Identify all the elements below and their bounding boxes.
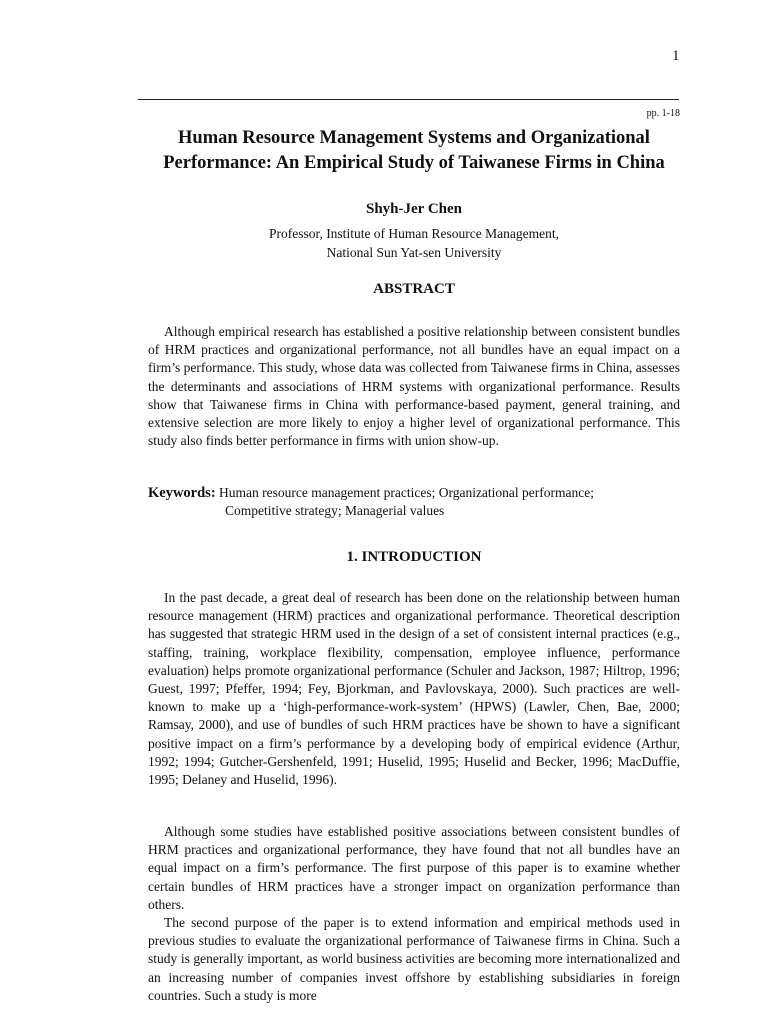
keywords-line-1: Human resource management practices; Organizational performance; [219, 485, 595, 500]
page-number: 1 [672, 48, 680, 64]
abstract-text: Although empirical research has established a positive relationship between consistent bundles of HRM practices and organizational performance, not all bundles have an equal impact on a firm’s performance. This study, whose data was collected from Taiwanese firms in China, assesses the determinants and associations of HRM systems with organizational performance. Results show that Taiwanese firms in China with performance-based payment, general training, and extensive selection are more likely to enjoy a higher level of organizational performance. This study also finds better performance in firms with union show-up. [148, 324, 680, 449]
author-name: Shyh-Jer Chen [366, 201, 462, 217]
affiliation-line-2: National Sun Yat-sen University [326, 245, 502, 260]
keywords [148, 484, 680, 520]
affiliation-line-1: Professor, Institute of Human Resource Management, [268, 226, 559, 241]
keywords-label: Keywords: [148, 485, 216, 501]
introduction-paragraph-3: The second purpose of the paper is to extend information and empirical methods used in previous studies to evaluate the organizational performance of Taiwanese firms in China. Such a study is generally important, as world business activities are becoming more internationalized and an increasing number of companies invest offshore by establishing subsidiaries in foreign countries. Such a study is more [148, 915, 680, 1003]
abstract-heading: ABSTRACT [373, 281, 455, 297]
keywords-line-2: Competitive strategy; Managerial values [225, 503, 445, 519]
paper-title-line-2: Performance: An Empirical Study of Taiwanese Firms in China [163, 153, 665, 173]
header-rule [138, 99, 679, 100]
introduction-paragraph-2: Although some studies have established positive associations between consistent bundles of HRM practices and organizational performance, they have found that not all bundles have an equal impact on a firm’s performance. The first purpose of this paper is to examine whether certain bundles of HRM practices have a stronger impact on organization performance than others. [148, 824, 680, 912]
author-affiliation [148, 224, 680, 262]
introduction-heading: 1. INTRODUCTION [346, 549, 482, 565]
paper-title [130, 126, 698, 176]
paper-title-line-1: Human Resource Management Systems and Organizational [178, 128, 650, 148]
introduction-paragraph-1: In the past decade, a great deal of research has been done on the relationship between human resource management (HRM) practices and organizational performance. Theoretical description has suggested that strategic HRM used in the design of a set of consistent internal practices (e.g., staffing, training, workplace flexibility, compensation, employee influence, performance evaluation) helps promote organizational performance (Schuler and Jackson, 1987; Hiltrop, 1996; Guest, 1997; Pfeffer, 1994; Fey, Bjorkman, and Pavlovskaya, 2000). Such practices are well-known to make up a ‘high-performance-work-system’ (HPWS) (Lawler, Chen, Bae, 2000; Ramsay, 2000), and use of bundles of such HRM practices have be shown to have a significant positive impact on a firm’s performance by a developing body of empirical evidence (Arthur, 1992; 1994; Gutcher-Gershenfeld, 1991; Huselid, 1995; Huselid and Becker, 1996; MacDuffie, 1995; Delaney and Huselid, 1996). [148, 590, 680, 788]
page-range: pp. 1-18 [646, 108, 680, 119]
